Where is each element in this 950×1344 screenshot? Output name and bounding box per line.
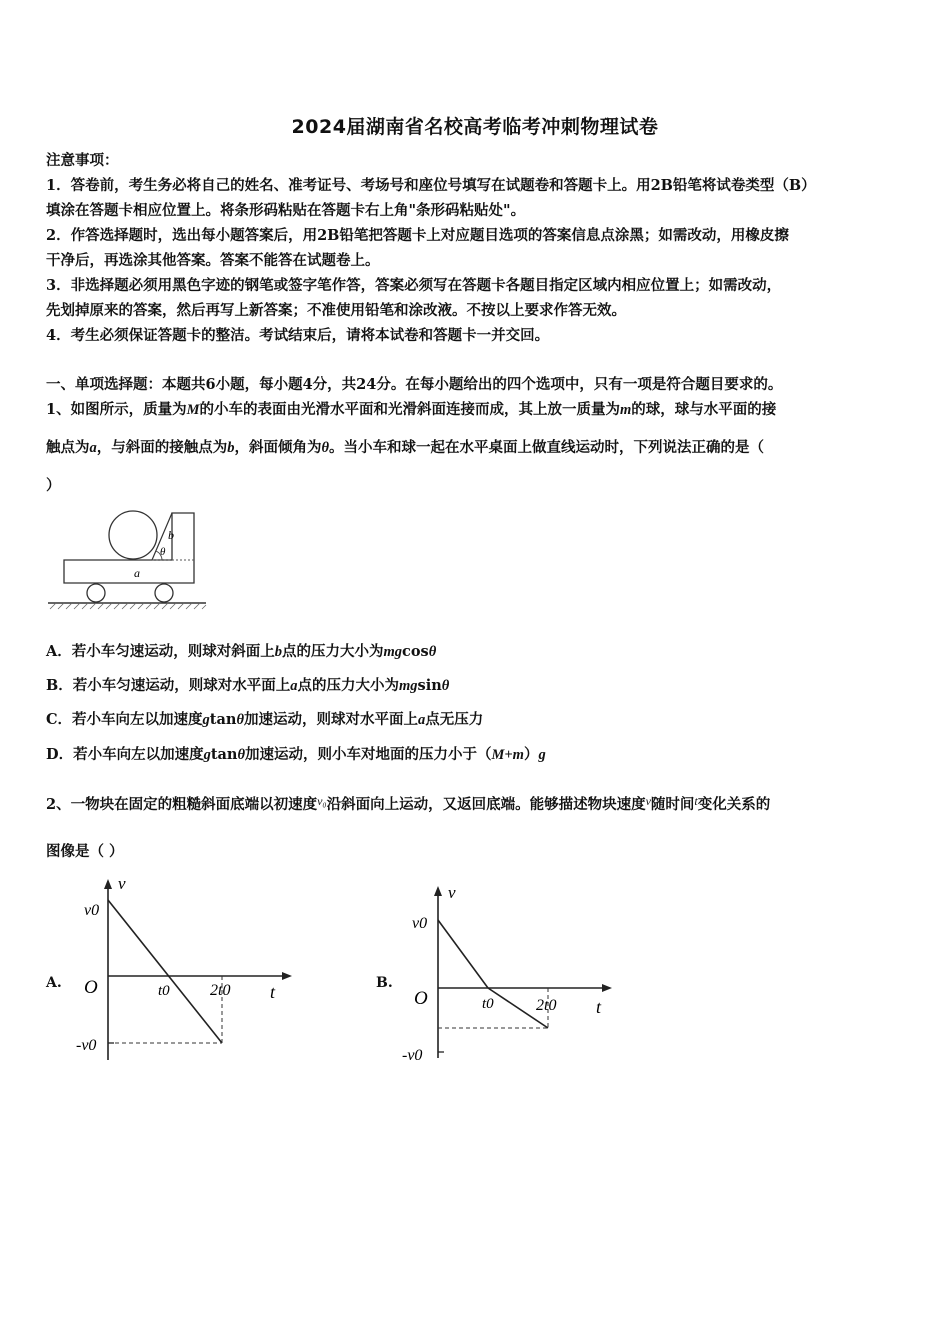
graph-a-xtick1: t0 — [158, 983, 170, 999]
notice-line: 4．考生必须保证答题卡的整洁。考试结束后，请将本试卷和答题卡一并交回。 — [46, 327, 550, 344]
graph-b-xtick2: 2t0 — [536, 997, 557, 1014]
notice-line: 2．作答选择题时，选出每小题答案后，用2B铅笔把答题卡上对应题目选项的答案信息点涂黑；如需改动，用橡皮擦 — [46, 227, 789, 244]
q2-graph-a — [72, 875, 294, 1075]
graph-b-ybottom: -v0 — [402, 1047, 423, 1064]
notice-line: 干净后，再选涂其他答案。答案不能答在试题卷上。 — [46, 252, 380, 269]
notice-line: 填涂在答题卡相应位置上。将条形码粘贴在答题卡右上角"条形码粘贴处"。 — [46, 202, 526, 219]
label-a: a — [134, 566, 140, 580]
graph-a-xtick2: 2t0 — [210, 982, 231, 999]
q2-option-a-label[interactable]: A. — [46, 975, 62, 991]
graph-b-ytop: v0 — [412, 915, 428, 932]
q1-option-b[interactable]: B．若小车匀速运动，则球对水平面上a点的压力大小为mgsinθ — [46, 677, 450, 694]
graph-b-xtick1: t0 — [482, 996, 494, 1012]
page-title: 2024届湖南省名校高考临考冲刺物理试卷 — [291, 116, 659, 138]
q2-graph-b — [400, 880, 620, 1065]
graph-a-xlabel: t — [270, 982, 276, 1002]
q1-option-d[interactable]: D．若小车向左以加速度gtanθ加速运动，则小车对地面的压力小于（M+m）g — [46, 746, 546, 763]
q1-stem-line2: 触点为a，与斜面的接触点为b，斜面倾角为θ。当小车和球一起在水平桌面上做直线运动时，下列说法正确的是（ — [46, 439, 765, 456]
q2-stem-line2: 图像是（ ） — [46, 843, 124, 860]
q1-stem-line1: 1、如图所示，质量为M的小车的表面由光滑水平面和光滑斜面连接而成，其上放一质量为m的球，球与水平面的接 — [46, 401, 777, 418]
q1-cart-figure — [44, 505, 210, 613]
notice-line: 先划掉原来的答案，然后再写上新答案；不准使用铅笔和涂改液。不按以上要求作答无效。 — [46, 302, 626, 319]
q2-stem-line1: 2、一物块在固定的粗糙斜面底端以初速度$^{v_0}$沿斜面向上运动，又返回底端。能够描述物块速度$^v$随时间$^t$变化关系的 — [46, 794, 771, 813]
graph-a-ytop: v0 — [84, 902, 100, 919]
q1-stem-line3: ） — [46, 477, 61, 494]
notice-heading: 注意事项： — [46, 152, 119, 169]
graph-a-origin: O — [84, 977, 98, 998]
label-b: b — [168, 528, 174, 542]
q2-option-b-label[interactable]: B. — [376, 975, 393, 991]
q1-option-c[interactable]: C．若小车向左以加速度gtanθ加速运动，则球对水平面上a点无压力 — [46, 711, 484, 728]
q1-option-a[interactable]: A．若小车匀速运动，则球对斜面上b点的压力大小为mgcosθ — [46, 643, 437, 660]
graph-a-ybottom: -v0 — [76, 1037, 97, 1054]
label-theta: θ — [160, 546, 166, 558]
notice-line: 3．非选择题必须用黑色字迹的钢笔或签字笔作答，答案必须写在答题卡各题目指定区域内相应位置上；如需改动， — [46, 277, 782, 294]
notice-line: 1．答卷前，考生务必将自己的姓名、准考证号、考场号和座位号填写在试题卷和答题卡上。用2B铅笔将试卷类型（B） — [46, 177, 816, 194]
graph-a-ylabel: v — [118, 875, 126, 893]
graph-b-ylabel: v — [448, 883, 456, 902]
graph-b-xlabel: t — [596, 997, 602, 1017]
graph-b-origin: O — [414, 988, 428, 1009]
section-heading: 一、单项选择题：本题共6小题，每小题4分，共24分。在每小题给出的四个选项中，只有一项是符合题目要求的。 — [46, 376, 783, 393]
